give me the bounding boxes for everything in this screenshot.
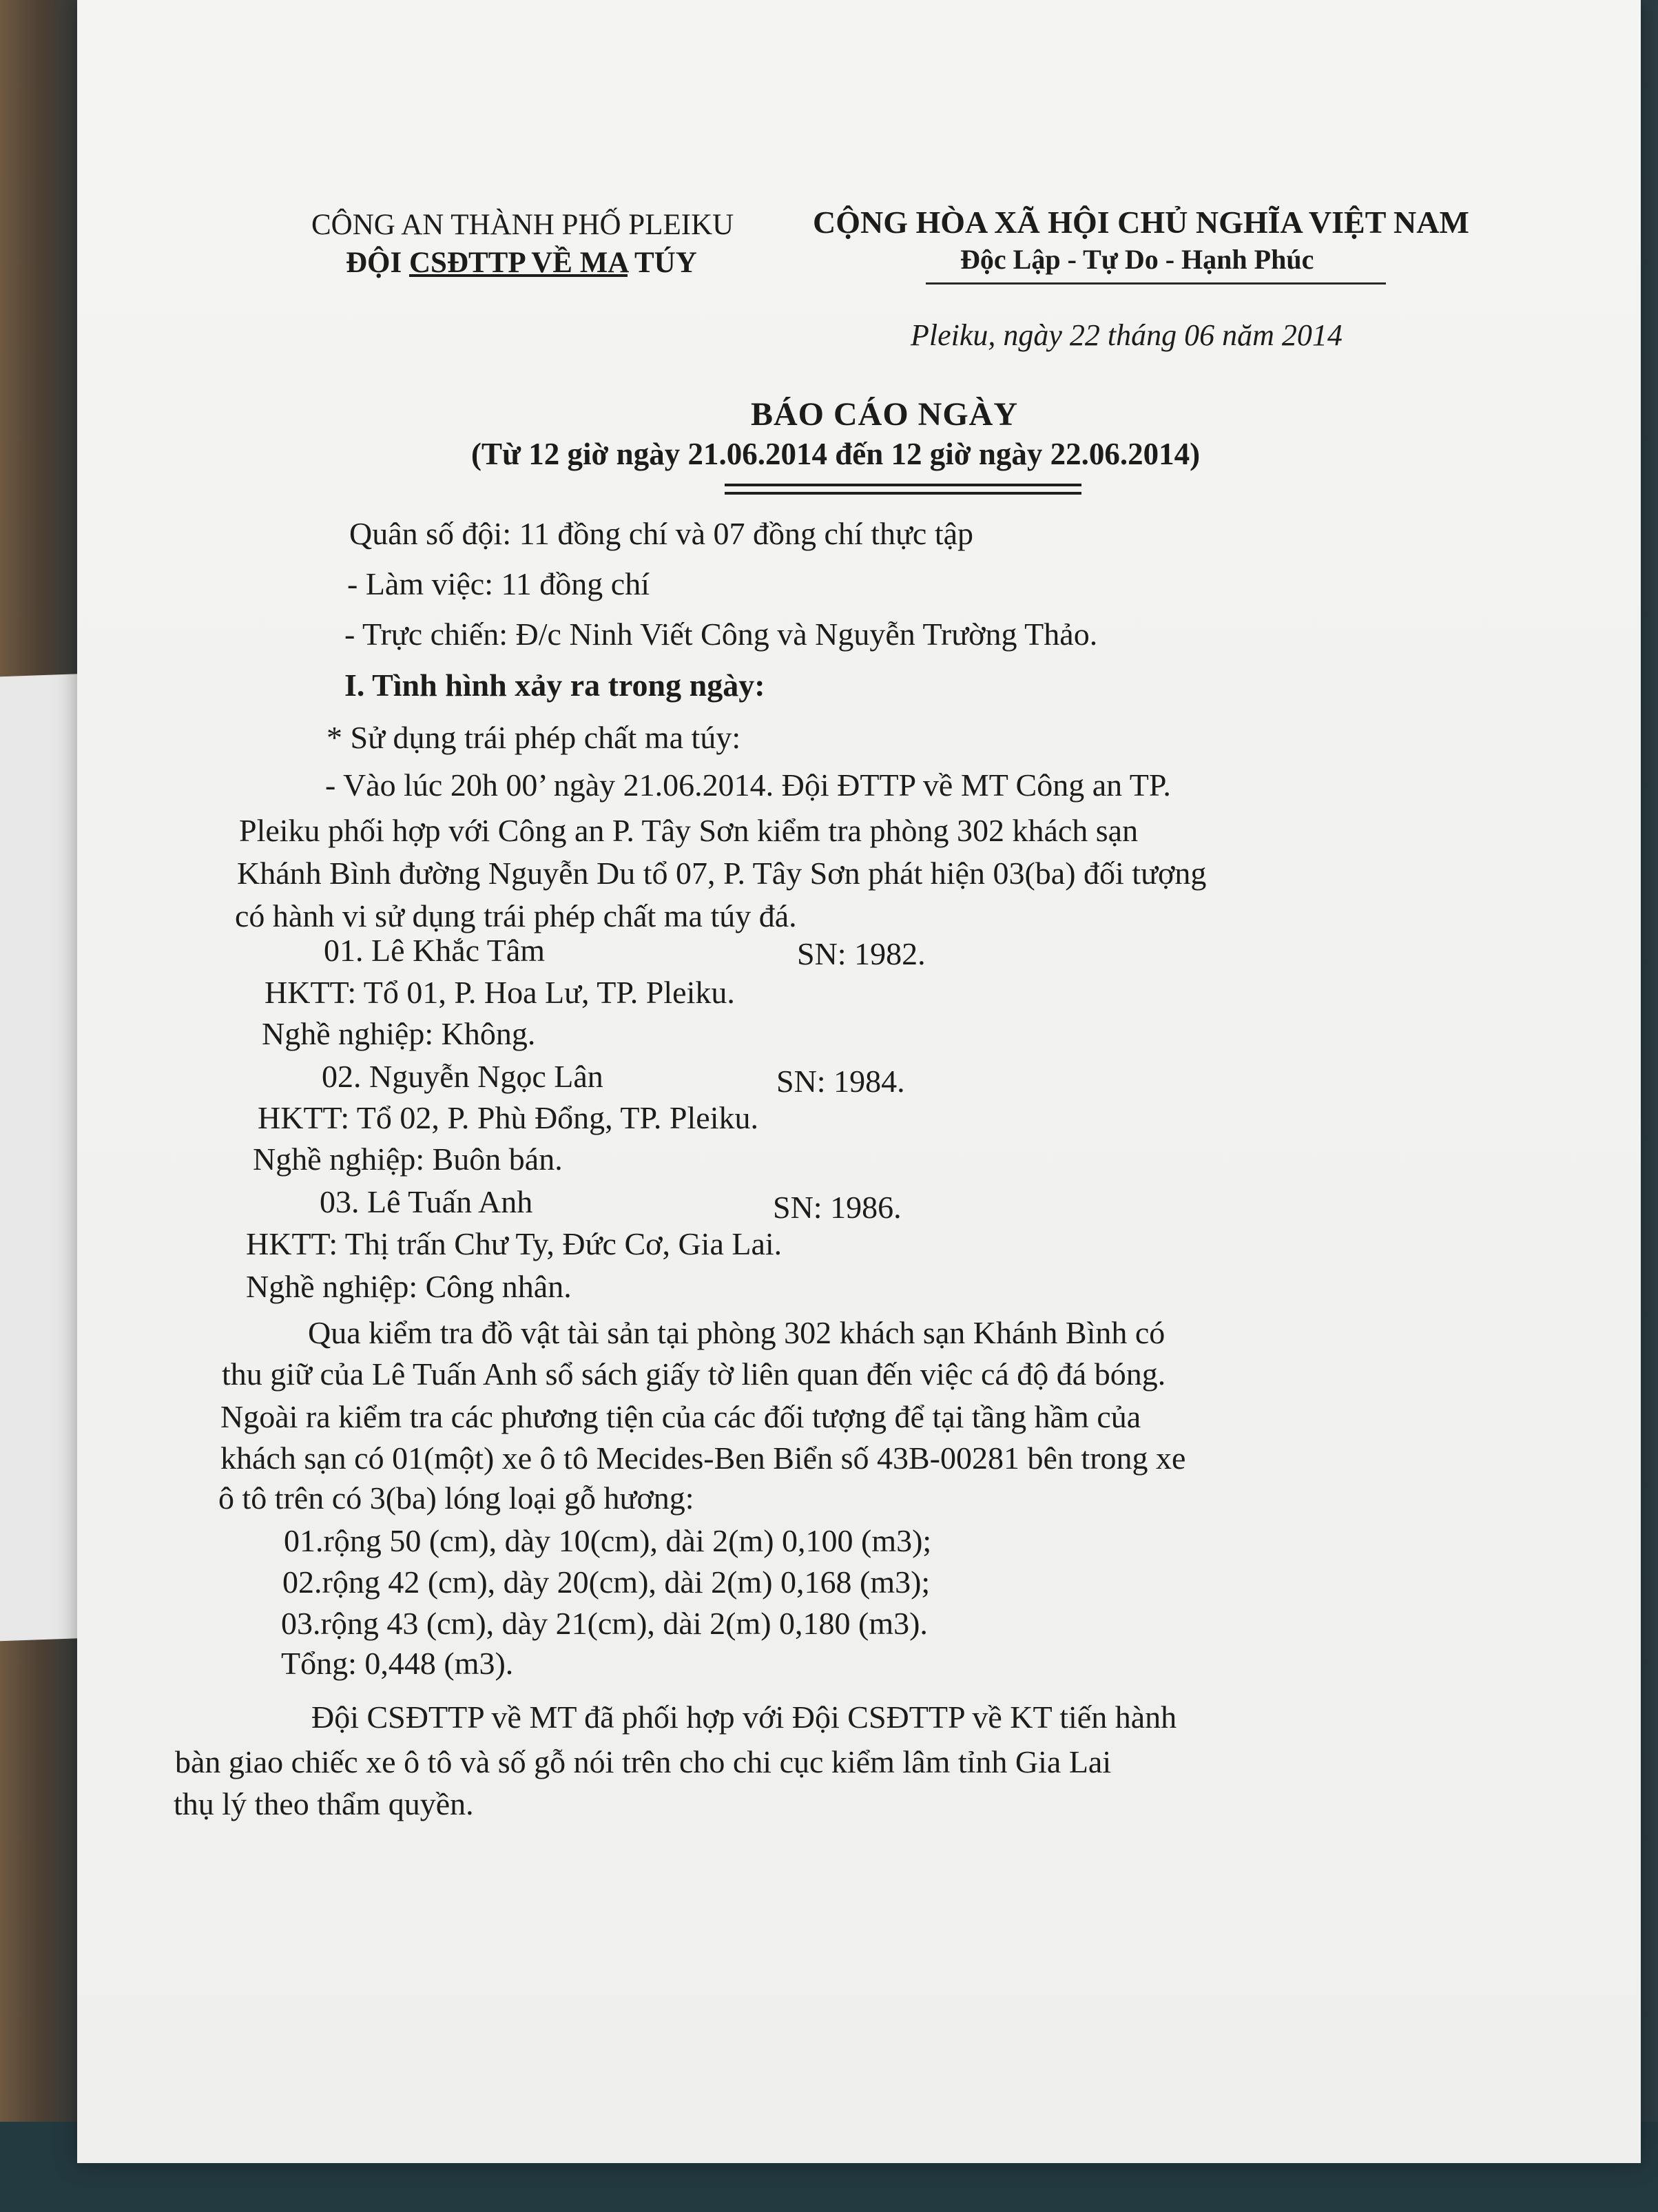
unit-name — [346, 248, 697, 278]
subsection-heading: * Sử dụng trái phép chất ma túy: — [327, 720, 741, 755]
title-rule-top — [725, 484, 1081, 486]
paragraph-line: Đội CSĐTTP về MT đã phối hợp với Đội CSĐTTP về KT tiến hành — [311, 1699, 1177, 1735]
paragraph-line: Ngoài ra kiểm tra các phương tiện của các đối tượng để tại tầng hầm của — [220, 1399, 1141, 1434]
person-birth-year: SN: 1986. — [773, 1190, 902, 1225]
person-residence: HKTT: Thị trấn Chư Ty, Đức Cơ, Gia Lai. — [246, 1226, 783, 1261]
person-residence: HKTT: Tổ 01, P. Hoa Lư, TP. Pleiku. — [265, 975, 735, 1010]
person-residence: HKTT: Tổ 02, P. Phù Đổng, TP. Pleiku. — [258, 1100, 758, 1135]
person-birth-year: SN: 1984. — [776, 1064, 905, 1099]
person-name: 02. Nguyễn Ngọc Lân — [322, 1059, 603, 1094]
paragraph-line: thu giữ của Lê Tuấn Anh sổ sách giấy tờ liên quan đến việc cá độ đá bóng. — [222, 1356, 1166, 1392]
section-heading: I. Tình hình xảy ra trong ngày: — [344, 668, 765, 703]
paragraph-line: Pleiku phối hợp với Công an P. Tây Sơn kiểm tra phòng 302 khách sạn — [239, 813, 1139, 848]
person-occupation: Nghề nghiệp: Công nhân. — [246, 1269, 572, 1304]
paragraph-line: ô tô trên có 3(ba) lóng loại gỗ hương: — [218, 1480, 694, 1516]
national-motto: Độc Lập - Tự Do - Hạnh Phúc — [960, 244, 1314, 275]
unit-name-underlined: CSĐTTP VỀ MA — [408, 247, 628, 279]
person-occupation: Nghề nghiệp: Không. — [262, 1016, 536, 1051]
paragraph-line: có hành vi sử dụng trái phép chất ma túy đá. — [235, 898, 797, 933]
report-period: (Từ 12 giờ ngày 21.06.2014 đến 12 giờ ngày 22.06.2014) — [471, 437, 1201, 471]
motto-underline — [926, 282, 1386, 285]
person-name: 01. Lê Khắc Tâm — [324, 933, 546, 968]
paragraph-line: bàn giao chiếc xe ô tô và số gỗ nói trên cho chi cục kiểm lâm tỉnh Gia Lai — [175, 1744, 1112, 1779]
paragraph-line: Qua kiểm tra đồ vật tài sản tại phòng 302 khách sạn Khánh Bình có — [308, 1315, 1165, 1350]
paragraph-line: thụ lý theo thẩm quyền. — [174, 1786, 474, 1821]
person-birth-year: SN: 1982. — [797, 936, 926, 971]
working-count: - Làm việc: 11 đồng chí — [347, 566, 650, 601]
person-occupation: Nghề nghiệp: Buôn bán. — [253, 1141, 563, 1177]
wood-total: Tổng: 0,448 (m3). — [281, 1646, 514, 1681]
agency-name: CÔNG AN THÀNH PHỐ PLEIKU — [311, 209, 734, 241]
wood-item: 02.rộng 42 (cm), dày 20(cm), dài 2(m) 0,168 (m3); — [282, 1564, 931, 1600]
duty-officers: - Trực chiến: Đ/c Ninh Viết Công và Nguyễn Trường Thảo. — [344, 617, 1098, 652]
wood-item: 03.rộng 43 (cm), dày 21(cm), dài 2(m) 0,180 (m3). — [281, 1606, 928, 1641]
place-date: Pleiku, ngày 22 tháng 06 năm 2014 — [911, 318, 1343, 352]
document-page — [77, 0, 1641, 2163]
paragraph-line: - Vào lúc 20h 00’ ngày 21.06.2014. Đội ĐTTP về MT Công an TP. — [325, 767, 1171, 803]
title-rule-bottom — [725, 492, 1081, 495]
wood-item: 01.rộng 50 (cm), dày 10(cm), dài 2(m) 0,100 (m3); — [284, 1523, 932, 1558]
underlying-sheet — [0, 674, 90, 1642]
paragraph-line: khách sạn có 01(một) xe ô tô Mecides-Ben Biển số 43B-00281 bên trong xe — [220, 1440, 1186, 1476]
unit-name-suffix: TÚY — [627, 247, 697, 279]
staff-count: Quân số đội: 11 đồng chí và 07 đồng chí thực tập — [349, 516, 974, 551]
paragraph-line: Khánh Bình đường Nguyễn Du tổ 07, P. Tây Sơn phát hiện 03(ba) đối tượng — [237, 856, 1207, 891]
nation-title: CỘNG HÒA XÃ HỘI CHỦ NGHĨA VIỆT NAM — [813, 205, 1469, 240]
person-name: 03. Lê Tuấn Anh — [320, 1184, 533, 1219]
report-title: BÁO CÁO NGÀY — [751, 396, 1019, 433]
unit-name-prefix: ĐỘI — [346, 247, 409, 279]
